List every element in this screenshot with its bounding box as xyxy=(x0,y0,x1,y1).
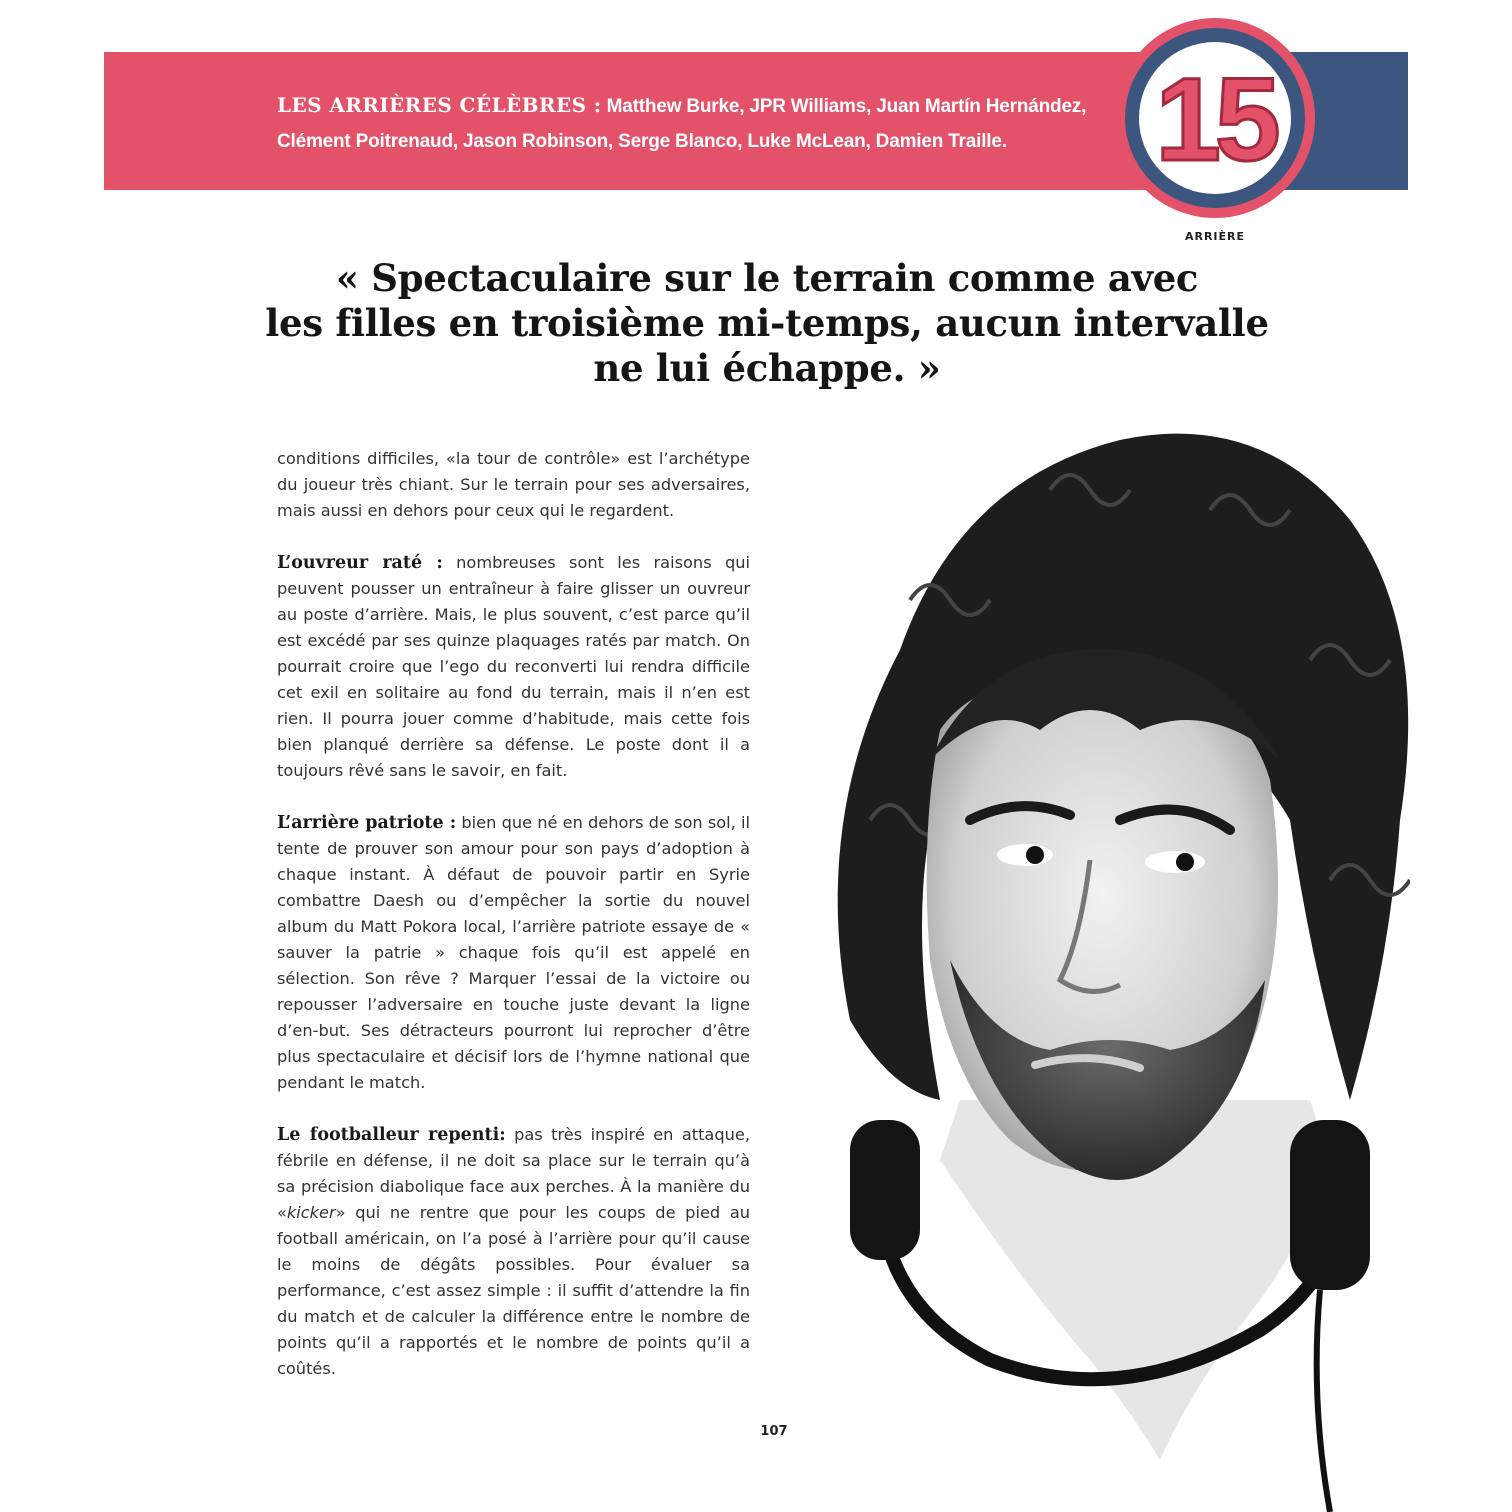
pull-quote xyxy=(240,256,1294,391)
section-text-after: » qui ne rentre que pour les coups de pied au football américain, on l’a posé à l’arrière pour qu’il cause le moins de dégâts possibles. Pour évaluer sa performance, c’est assez simple : il suffit d’attendre la fin du match et de calculer la différence entre le nombre de points qu’il a rapportés et le nombre de points qu’il a coûtés. xyxy=(277,1203,750,1378)
section-term: L’ouvreur raté : xyxy=(277,553,443,573)
intro-paragraph: conditions difficiles, «la tour de contrôle» est l’archétype du joueur très chiant. Sur le terrain pour ses adversaires, mais aussi en dehors pour ceux qui le regardent. xyxy=(277,449,750,520)
section-footballeur-repenti xyxy=(277,1122,750,1382)
badge-position-label: ARRIÈRE xyxy=(1184,230,1246,243)
page-number: 107 xyxy=(760,1424,788,1439)
famous-names-line1: Matthew Burke, JPR Williams, Juan Martín Hernández, xyxy=(606,96,1087,117)
famous-fullbacks xyxy=(277,88,1107,159)
portrait-photo xyxy=(790,400,1410,1512)
section-arriere-patriote xyxy=(277,810,750,1096)
section-text: nombreuses sont les raisons qui peuvent pousser un entraîneur à faire glisser un ouvreur au poste d’arrière. Mais, le plus souvent, c’est parce qu’il est excédé par ses quinze plaquages ratés par match. On pourrait croire que l’ego du reconverti lui rendra difficile cet exil en solitaire au fond du terrain, mais il n’en est rien. Il pourra jouer comme d’habitude, mais cette fois bien planqué derrière sa défense. Le poste dont il a toujours rêvé sans le savoir, en fait. xyxy=(277,553,750,780)
pull-quote-line2: les filles en troisième mi-temps, aucun intervalle xyxy=(265,301,1269,345)
jersey-number-badge xyxy=(1110,12,1320,248)
section-term: L’arrière patriote : xyxy=(277,813,457,833)
section-text-before: pas très inspiré en attaque, fébrile en défense, il ne doit sa place sur le terrain qu’à sa précision diabolique face aux perches. À la manière du « xyxy=(277,1125,750,1222)
pull-quote-line1: « Spectaculaire sur le terrain comme avec xyxy=(335,256,1199,300)
section-text-italic: kicker xyxy=(286,1203,336,1222)
section-ouvreur-rate xyxy=(277,550,750,784)
famous-label: LES ARRIÈRES CÉLÈBRES : xyxy=(277,93,602,117)
badge-number: 15 xyxy=(1155,54,1275,186)
section-term: Le footballeur repenti: xyxy=(277,1125,506,1145)
pull-quote-line3: ne lui échappe. » xyxy=(593,346,941,390)
body-column xyxy=(277,446,750,1408)
section-text: bien que né en dehors de son sol, il tente de prouver son amour pour son pays d’adoption à chaque instant. À défaut de pouvoir partir en Syrie combattre Daesh ou d’empêcher la sortie du nouvel album du Matt Pokora local, l’arrière patriote essaye de « sauver la patrie » chaque fois qu’il est appelé en sélection. Son rêve ? Marquer l’essai de la victoire ou repousser l’adversaire en touche juste devant la ligne d’en-but. Ses détracteurs pourront lui reprocher d’être plus spectaculaire et décisif lors de l’hymne national que pendant le match. xyxy=(277,813,750,1092)
famous-names-line2: Clément Poitrenaud, Jason Robinson, Serge Blanco, Luke McLean, Damien Traille. xyxy=(277,131,1007,152)
